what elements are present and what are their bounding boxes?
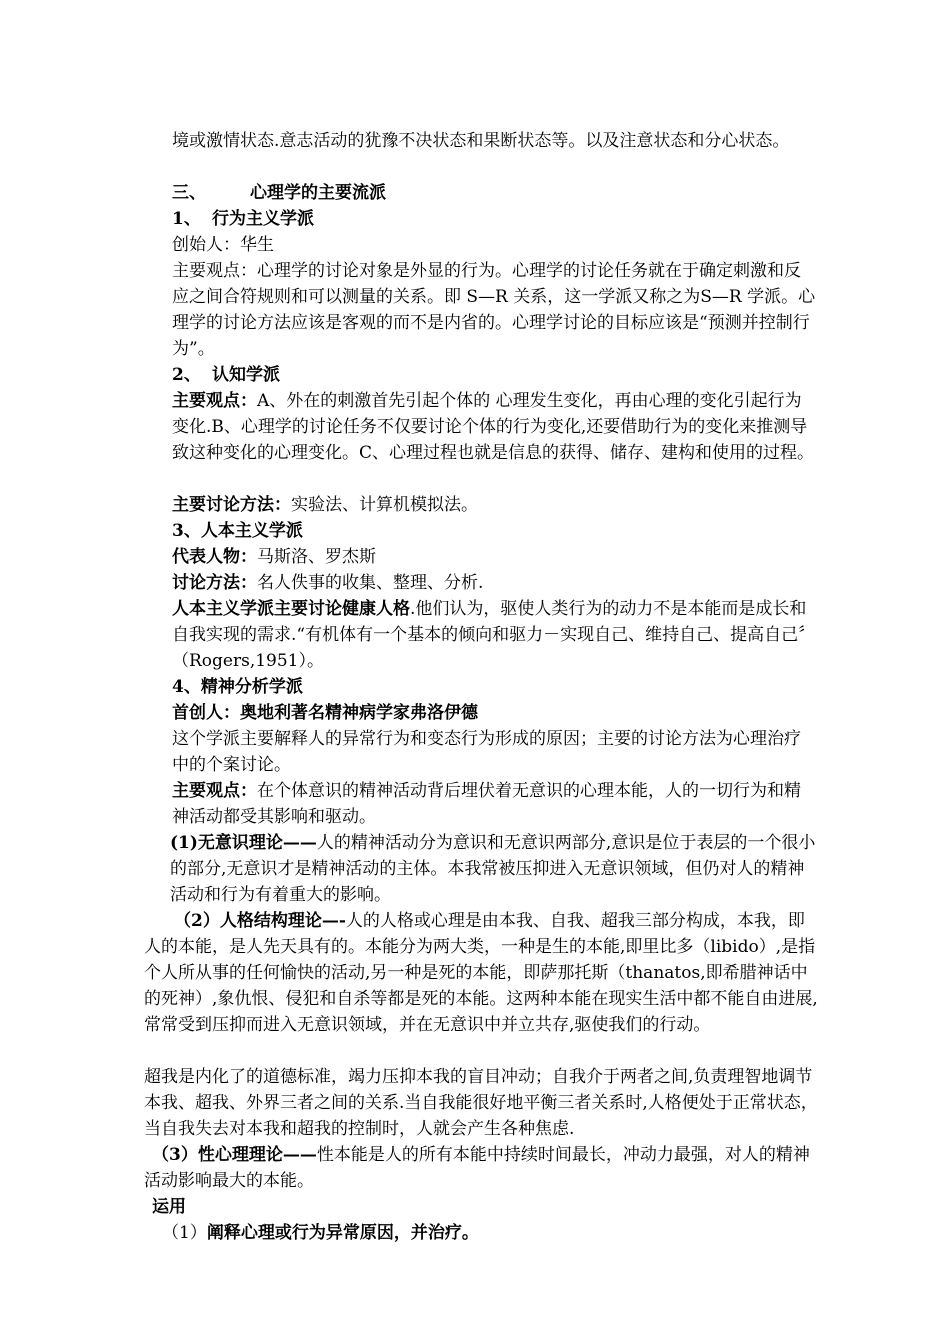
theory-sexual — [144, 1142, 819, 1194]
section-heading-schools — [172, 180, 817, 206]
behaviorism-view: 主要观点：心理学的讨论对象是外显的行为。心理学的讨论任务就在于确定刺激和反应之间合符规则和可以测量的关系。即 S—R 关系，这一学派又称之为S—R 学派。心理学的讨论方法应该是客观的而不是内省的。心理学讨论的目标应该是“预测并控制行为”。 — [172, 261, 816, 359]
heading-number: 2、 — [172, 365, 201, 385]
heading-application: 运用 — [152, 1197, 186, 1217]
paragraph-states: 境或激情状态.意志活动的犹豫不决状态和果断状态等。以及注意状态和分心状态。 — [172, 131, 790, 151]
text: .他们认为，驱使人类行为的动力不是本能而是成长和自我实现的需求.“有机体有一个基本的倾向和驱力－实现自己、维持自己、提高自己〞（Rogers,1951）。 — [172, 599, 816, 671]
label: (1)无意识理论—— — [170, 833, 317, 853]
theory-unconscious — [144, 830, 819, 908]
application-item-1 — [162, 1220, 807, 1246]
label: 讨论方法： — [172, 573, 257, 593]
text: 实验法、计算机模拟法。 — [291, 495, 478, 515]
heading-psychoanalysis: 4、精神分析学派 — [172, 677, 303, 697]
section-number: 三、 — [172, 183, 206, 203]
heading-title: 行为主义学派 — [212, 209, 314, 229]
label: 主要讨论方法： — [172, 495, 291, 515]
label: 主要观点： — [172, 391, 257, 411]
humanism-method — [172, 570, 817, 596]
paragraph-superego: 超我是内化了的道德标准，竭力压抑本我的盲目冲动；自我介于两者之间,负责理智地调节本我、超我、外界三者之间的关系.当自我能很好地平衡三者关系时,人格便处于正常状态，当自我失去对本我和超我的控制时，人就会产生各种焦虑. — [144, 1067, 818, 1139]
label: （2）人格结构理论—- — [174, 911, 346, 931]
humanism-representatives — [172, 544, 817, 570]
text: 在个体意识的精神活动背后埋伏着无意识的心理本能，人的一切行为和精神活动都受其影响和驱动。 — [172, 781, 801, 827]
cognitive-view — [172, 388, 817, 466]
theory-personality — [144, 908, 819, 1038]
behaviorism-founder: 创始人：华生 — [172, 235, 274, 255]
heading-number: 1、 — [172, 209, 201, 229]
psychoanalysis-founder: 首创人：奥地利著名精神病学家弗洛伊德 — [172, 703, 478, 723]
text: 性本能是人的所有本能中持续时间最长，冲动力最强，对人的精神活动影响最大的本能。 — [144, 1145, 810, 1191]
text: 马斯洛、罗杰斯 — [257, 547, 376, 567]
text: 名人佚事的收集、整理、分析. — [257, 573, 484, 593]
section-title: 心理学的主要流派 — [250, 183, 386, 203]
heading-humanism: 3、人本主义学派 — [172, 521, 303, 541]
text: A、外在的刺激首先引起个体的 心理发生变化，再由心理的变化引起行为变化.B、心理学的讨论任务不仅要讨论个体的行为变化,还要借助行为的变化来推测导致这种变化的心理变化。C、心理过程也就是信息的获得、储存、建构和使用的过程。 — [172, 391, 815, 463]
heading-behaviorism — [172, 206, 817, 232]
humanism-main — [172, 596, 817, 674]
item-number: （1） — [162, 1223, 207, 1243]
psychoanalysis-view — [172, 778, 817, 830]
label: （3）性心理理论—— — [152, 1145, 317, 1165]
label: 代表人物： — [172, 547, 257, 567]
heading-title: 认知学派 — [212, 365, 280, 385]
label: 主要观点： — [172, 781, 257, 801]
item-text: 阐释心理或行为异常原因，并治疗。 — [206, 1223, 479, 1243]
psychoanalysis-intro: 这个学派主要解释人的异常行为和变态行为形成的原因；主要的讨论方法为心理治疗中的个案讨论。 — [172, 729, 801, 775]
cognitive-method — [172, 492, 817, 518]
text: 人的精神活动分为意识和无意识两部分,意识是位于表层的一个很小的部分,无意识才是精神活动的主体。本我常被压抑进入无意识领域，但仍对人的精神活动和行为有着重大的影响。 — [170, 833, 816, 905]
label: 人本主义学派主要讨论健康人格 — [172, 599, 410, 619]
text: 人的人格或心理是由本我、自我、超我三部分构成，本我，即人的本能，是人先天具有的。本能分为两大类，一种是生的本能,即里比多（libido）,是指个人所从事的任何愉快的活动,另一种是死的本能，即萨那托斯（thanatos,即希腊神话中的死神）,象仇恨、侵犯和自杀等都是死的本能。这两种本能在现实生活中都不能自由进展,常常受到压抑而进入无意识领域，并在无意识中并立共存,驱使我们的行动。 — [144, 911, 818, 1035]
heading-cognitive — [172, 362, 817, 388]
